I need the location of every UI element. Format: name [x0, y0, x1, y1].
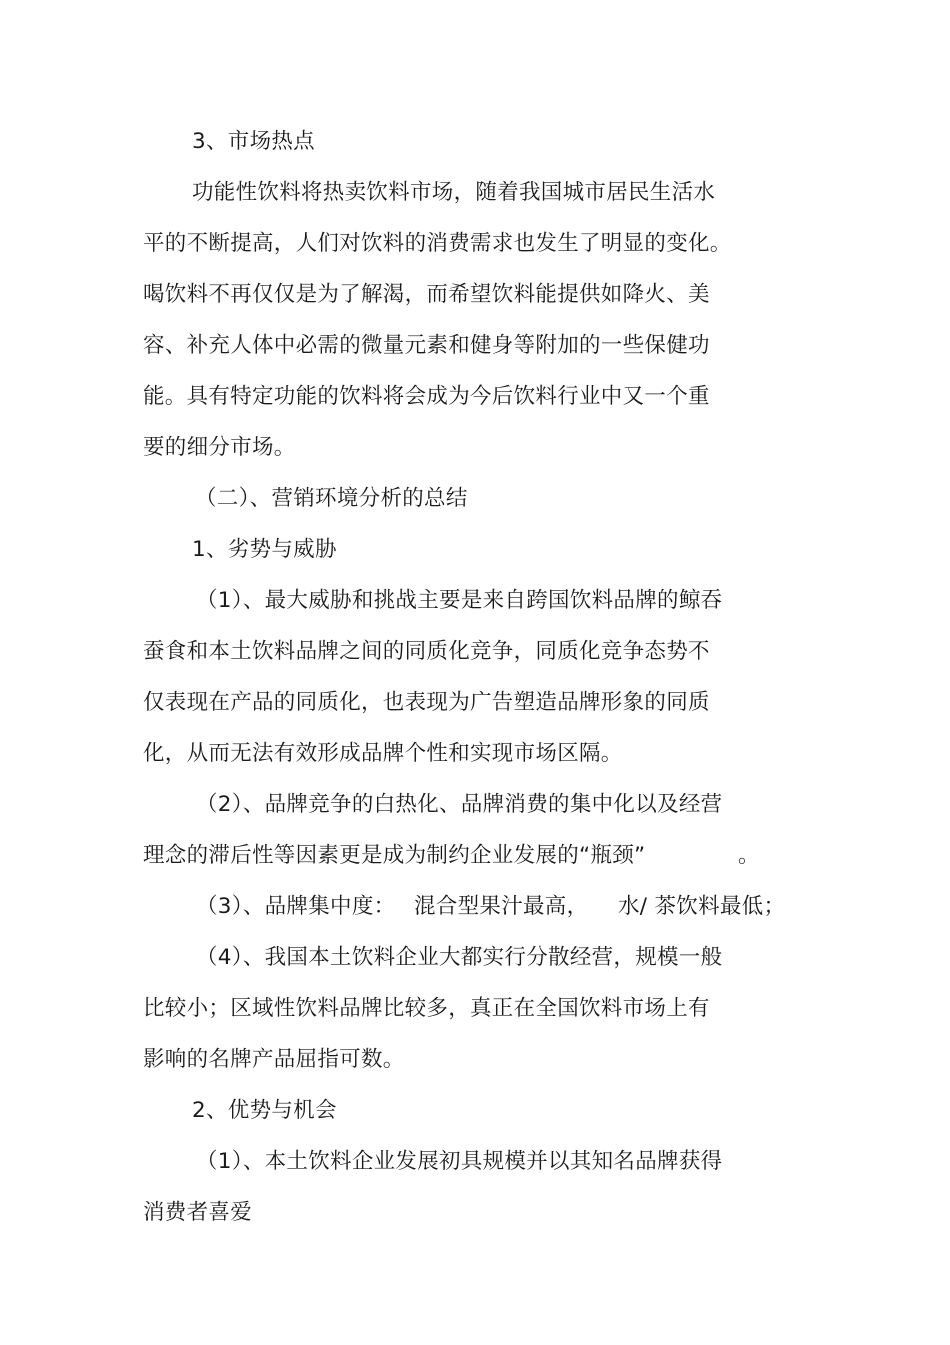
paragraph-period: 。 [738, 843, 760, 868]
paragraph-line: （1）、最大威胁和挑战主要是来自跨国饮料品牌的鲸吞 [196, 588, 723, 613]
paragraph-line: 能。具有特定功能的饮料将会成为今后饮料行业中又一个重 [143, 384, 710, 409]
paragraph-line: 化，从而无法有效形成品牌个性和实现市场区隔。 [143, 741, 623, 766]
paragraph-line: 影响的名牌产品屈指可数。 [143, 1047, 405, 1072]
subsection-heading: 2、优势与机会 [192, 1098, 337, 1123]
paragraph-line: 消费者喜爱 [143, 1200, 253, 1225]
paragraph-line: 要的细分市场。 [143, 435, 296, 460]
section-heading: 3、市场热点 [192, 129, 315, 154]
paragraph-line: 平的不断提高，人们对饮料的消费需求也发生了明显的变化。 [143, 231, 732, 256]
paragraph-line: （1）、本土饮料企业发展初具规模并以其知名品牌获得 [196, 1149, 723, 1174]
paragraph-line: （4）、我国本土饮料企业大都实行分散经营，规模一般 [196, 945, 723, 970]
paragraph-line: 仅表现在产品的同质化，也表现为广告塑造品牌形象的同质 [143, 690, 710, 715]
paragraph-line: （3）、品牌集中度： [196, 894, 396, 919]
paragraph-line: （2）、品牌竞争的白热化、品牌消费的集中化以及经营 [196, 792, 723, 817]
paragraph-line: 比较小；区域性饮料品牌比较多，真正在全国饮料市场上有 [143, 996, 710, 1021]
paragraph-line: 理念的滞后性等因素更是成为制约企业发展的“瓶颈” [143, 843, 646, 868]
paragraph-line: 功能性饮料将热卖饮料市场，随着我国城市居民生活水 [192, 180, 716, 205]
subsection-heading: 1、劣势与威胁 [192, 537, 337, 562]
paragraph-fragment: 混合型果汁最高， [414, 894, 589, 919]
paragraph-line: 喝饮料不再仅仅是为了解渴，而希望饮料能提供如降火、美 [143, 282, 710, 307]
paragraph-line: 蚕食和本土饮料品牌之间的同质化竞争，同质化竞争态势不 [143, 639, 710, 664]
section-heading: （二）、营销环境分析的总结 [195, 486, 468, 511]
paragraph-fragment: 水/ 茶饮料最低； [618, 894, 786, 919]
paragraph-line: 容、补充人体中必需的微量元素和健身等附加的一些保健功 [143, 333, 710, 358]
